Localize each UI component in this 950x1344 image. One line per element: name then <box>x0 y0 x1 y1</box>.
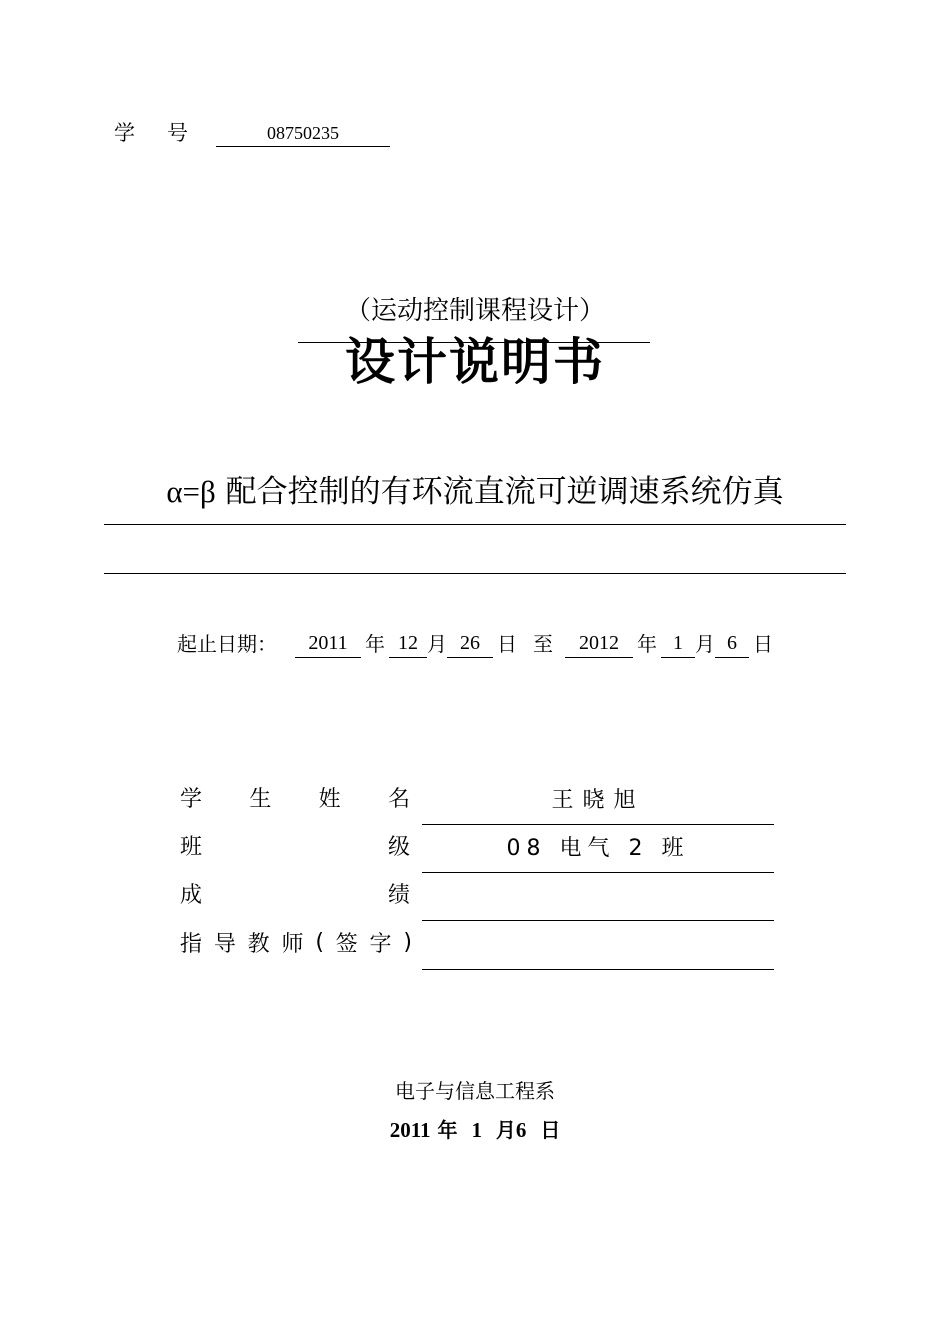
start-month-char: 月 <box>427 632 447 656</box>
footer-month-char: 月 <box>495 1118 516 1142</box>
topic-underline-1 <box>104 524 846 525</box>
end-year-char: 年 <box>637 632 657 656</box>
student-id-label: 学号 <box>114 121 220 145</box>
title-strike-line <box>298 342 650 343</box>
student-name-value: 王晓旭 <box>422 784 774 825</box>
start-day: 26 <box>447 630 493 658</box>
course-subtitle: （运动控制课程设计） <box>344 296 605 326</box>
class-label: 班 级 <box>180 834 410 860</box>
start-day-char: 日 <box>497 632 517 656</box>
main-title: 设计说明书 <box>345 333 605 391</box>
topic-text: 配合控制的有环流直流可逆调速系统仿真 <box>225 474 784 510</box>
footer-year: 2011 <box>389 1118 431 1142</box>
date-range <box>0 630 950 658</box>
end-month: 1 <box>661 630 695 658</box>
footer-day-char: 日 <box>540 1118 561 1142</box>
date-label: 起止日期： <box>177 632 277 656</box>
score-label: 成 绩 <box>180 882 410 908</box>
topic-greek: α=β <box>166 474 216 509</box>
end-month-char: 月 <box>695 632 715 656</box>
end-day: 6 <box>715 630 749 658</box>
footer-year-char: 年 <box>437 1118 458 1142</box>
start-year: 2011 <box>295 630 361 658</box>
class-value: 08 电气 2 班 <box>422 832 774 873</box>
student-id-value: 08750235 <box>216 120 390 147</box>
footer-month: 1 <box>471 1118 482 1142</box>
department: 电子与信息工程系 <box>395 1079 555 1103</box>
teacher-signature-value <box>422 929 774 970</box>
footer-day: 6 <box>515 1118 527 1142</box>
to-char: 至 <box>533 632 553 656</box>
topic-underline-2 <box>104 573 846 574</box>
start-year-char: 年 <box>365 632 385 656</box>
start-month: 12 <box>389 630 427 658</box>
score-value <box>422 880 774 921</box>
footer-date <box>0 1114 950 1143</box>
student-name-label: 学 生 姓 名 <box>180 786 410 812</box>
teacher-label: 指 导 教 师 ( 签 字 ) <box>180 929 412 957</box>
end-year: 2012 <box>565 630 633 658</box>
end-day-char: 日 <box>753 632 773 656</box>
project-topic <box>0 466 950 511</box>
